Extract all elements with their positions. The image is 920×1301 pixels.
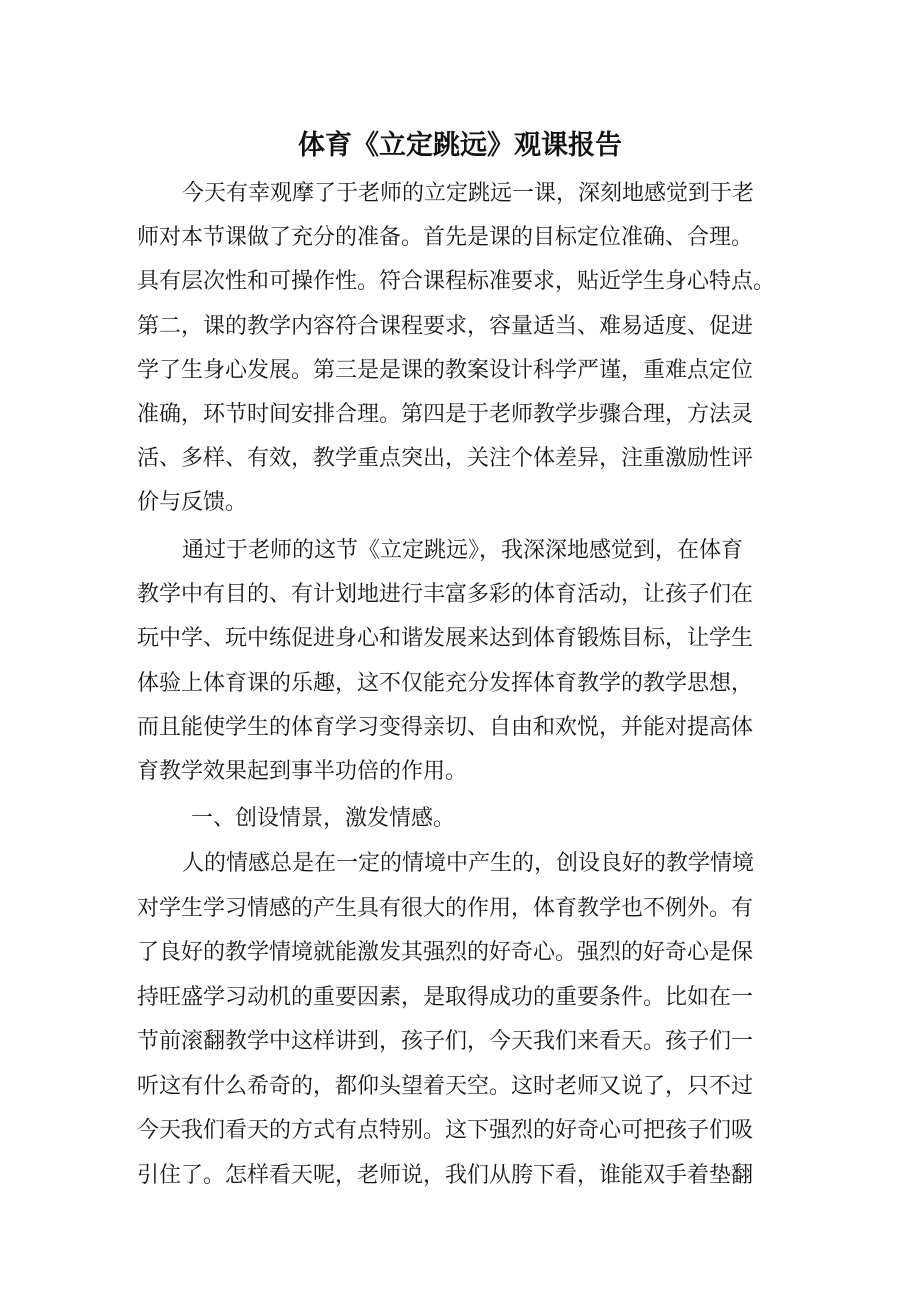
text-line: 师对本节课做了充分的准备。首先是课的目标定位准确、合理。 — [137, 225, 754, 250]
text-line: 准确，环节时间安排合理。第四是于老师教学步骤合理，方法灵 — [137, 402, 754, 427]
text-line: 活、多样、有效，教学重点突出，关注个体差异，注重激励性评 — [137, 446, 754, 471]
text-line: 了良好的教学情境就能激发其强烈的好奇心。强烈的好奇心是保 — [137, 940, 754, 965]
text-line: 而且能使学生的体育学习变得亲切、自由和欢悦，并能对提高体 — [137, 715, 754, 740]
text-line: 价与反馈。 — [137, 490, 248, 515]
text-line: 对学生学习情感的产生具有很大的作用，体育教学也不例外。有 — [137, 896, 754, 921]
text-line: 具有层次性和可操作性。符合课程标准要求，贴近学生身心特点。 — [137, 269, 776, 294]
document-title: 体育《立定跳远》观课报告 — [298, 130, 622, 161]
text-line: 今天我们看天的方式有点特别。这下强烈的好奇心可把孩子们吸 — [137, 1118, 754, 1143]
text-line: 育教学效果起到事半功倍的作用。 — [137, 759, 468, 784]
text-line: 第二，课的教学内容符合课程要求，容量适当、难易适度、促进 — [137, 314, 754, 339]
text-line: 学了生身心发展。第三是是课的教案设计科学严谨，重难点定位 — [137, 358, 754, 383]
text-line: 通过于老师的这节《立定跳远》，我深深地感觉到，在体育 — [182, 538, 744, 563]
text-line: 持旺盛学习动机的重要因素，是取得成功的重要条件。比如在一 — [137, 985, 754, 1010]
text-line: 引住了。怎样看天呢，老师说，我们从胯下看，谁能双手着垫翻 — [137, 1163, 754, 1188]
text-line: 今天有幸观摩了于老师的立定跳远一课，深刻地感觉到于老 — [182, 181, 755, 206]
text-line: 玩中学、玩中练促进身心和谐发展来达到体育锻炼目标，让学生 — [137, 626, 754, 651]
text-line: 教学中有目的、有计划地进行丰富多彩的体育活动，让孩子们在 — [137, 582, 754, 607]
text-line: 体验上体育课的乐趣，这不仅能充分发挥体育教学的教学思想， — [137, 671, 754, 696]
text-line: 节前滚翻教学中这样讲到，孩子们，今天我们来看天。孩子们一 — [137, 1029, 754, 1054]
text-line: 听这有什么希奇的，都仰头望着天空。这时老师又说了，只不过 — [137, 1074, 754, 1099]
section-heading: 一、创设情景，激发情感。 — [191, 806, 456, 831]
text-line: 人的情感总是在一定的情境中产生的，创设良好的教学情境 — [182, 851, 755, 876]
